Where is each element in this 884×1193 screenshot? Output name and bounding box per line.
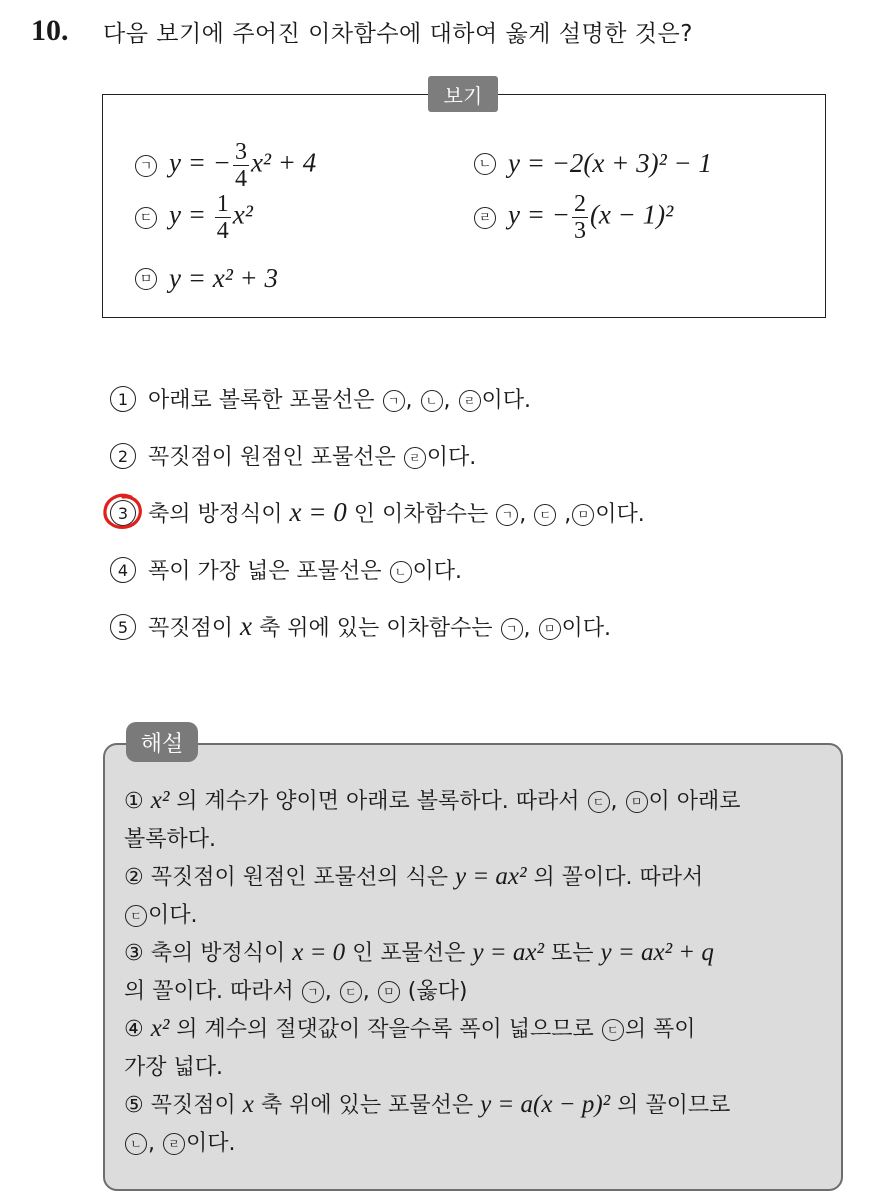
choice-math (290, 497, 347, 527)
sol-text: 볼록하다. (124, 827, 217, 852)
ref-mark: ㄷ (534, 504, 556, 526)
bogi-expression (169, 140, 316, 191)
math-expr: y = ax² + q (600, 939, 714, 966)
bogi-item-mieum (135, 263, 278, 294)
solution-tag: 해설 (126, 722, 198, 762)
choice-text (148, 554, 462, 585)
expr-lhs: y = − (169, 147, 231, 178)
expr-rest: x² (232, 199, 253, 230)
bogi-mark: ㄷ (135, 207, 157, 229)
choice-3[interactable] (110, 497, 645, 528)
sol-text: , (324, 979, 339, 1004)
sep: , (519, 502, 534, 527)
sep: , (523, 616, 538, 641)
bogi-mark: ㄱ (135, 155, 157, 177)
solution-line (124, 1088, 730, 1119)
math-expr: x = 0 (292, 939, 346, 966)
bogi-item-nieun (474, 148, 712, 179)
expr-lhs: y = (169, 199, 213, 230)
sol-text: 가장 넓다. (124, 1055, 223, 1080)
bogi-expression (169, 192, 253, 243)
sep: , (557, 502, 572, 527)
sol-math (292, 939, 345, 966)
choice-number: 5 (110, 614, 136, 640)
ref-mark: ㄹ (459, 390, 481, 412)
choice-4[interactable] (110, 554, 462, 585)
sol-text: ② 꼭짓점이 원점인 포물선의 식은 (124, 865, 455, 890)
choice-5[interactable] (110, 611, 611, 642)
expr-rest: (x − 1)² (589, 199, 674, 230)
sol-text: 의 꼴이다. 따라서 (124, 979, 301, 1004)
math-expr: x² (150, 787, 170, 814)
bogi-mark: ㅁ (135, 268, 157, 290)
solution-line (124, 1050, 223, 1081)
sol-math (601, 939, 714, 966)
sol-math (480, 1091, 610, 1118)
sep: , (405, 388, 420, 413)
sol-text: 인 포물선은 (345, 941, 473, 966)
fraction (215, 192, 231, 243)
choice-number: 3 (110, 500, 136, 526)
choice-text (148, 383, 531, 414)
sol-text: 의 폭이 (624, 1017, 696, 1042)
question-number: 10. (31, 14, 69, 47)
ref-mark: ㄱ (383, 390, 405, 412)
sol-text: 의 꼴이다. 따라서 (526, 865, 704, 890)
choice-mid: 인 이차함수는 (353, 502, 489, 527)
choice-text (148, 440, 476, 471)
sep: , (443, 388, 458, 413)
expr-full: y = x² + 3 (169, 263, 279, 293)
choice-post: 이다. (412, 559, 463, 584)
sol-text: 이다. (186, 1131, 236, 1156)
sol-text: 이 아래로 (648, 789, 741, 814)
choice-number: 4 (110, 557, 136, 583)
solution-line (124, 822, 216, 853)
sol-text: 의 계수가 양이면 아래로 볼록하다. 따라서 (169, 789, 587, 814)
ref-mark: ㄴ (125, 1133, 147, 1155)
sol-text: , (148, 1131, 162, 1156)
ref-mark: ㄹ (404, 447, 426, 469)
math-expr: x (242, 1091, 254, 1118)
solution-line (124, 1012, 696, 1043)
ref-mark: ㄷ (602, 1019, 624, 1041)
choice-number: 2 (110, 443, 136, 469)
sol-text: 의 꼴이므로 (610, 1093, 731, 1118)
sol-text: ③ 축의 방정식이 (124, 941, 293, 966)
sol-text: 또는 (544, 941, 601, 966)
solution-line (124, 1126, 236, 1157)
bogi-tag: 보기 (428, 76, 498, 112)
ref-mark: ㄱ (496, 504, 518, 526)
math-expr: y = a(x − p)² (480, 1091, 611, 1118)
math-expr: x = 0 (289, 497, 347, 527)
math-expr: x (240, 611, 252, 641)
sol-math (243, 1091, 254, 1118)
choice-post: 이다. (561, 616, 612, 641)
fraction (572, 192, 588, 243)
ref-mark: ㅁ (572, 504, 594, 526)
solution-line (124, 784, 741, 815)
choice-pre: 꼭짓점이 원점인 포물선은 (148, 445, 396, 470)
ref-mark: ㄷ (588, 791, 610, 813)
choice-1[interactable] (110, 383, 531, 414)
math-expr: x² (150, 1015, 170, 1042)
expr-lhs: y = − (508, 199, 570, 230)
choice-text (148, 497, 645, 528)
choice-post: 이다. (481, 388, 532, 413)
ref-mark: ㅁ (539, 618, 561, 640)
choice-number: 1 (110, 386, 136, 412)
ref-mark: ㄱ (501, 618, 523, 640)
frac-den: 4 (234, 166, 247, 192)
sol-math (472, 939, 544, 966)
sol-text: 의 계수의 절댓값이 작을수록 폭이 넓으므로 (169, 1017, 601, 1042)
choice-mid: 축 위에 있는 이차함수는 (259, 616, 493, 641)
choice-pre: 꼭짓점이 (148, 616, 234, 641)
sol-text: (옳다) (400, 979, 468, 1004)
choice-post: 이다. (595, 502, 645, 527)
frac-den: 4 (216, 218, 229, 244)
sol-text: 축 위에 있는 포물선은 (253, 1093, 481, 1118)
bogi-mark: ㄴ (474, 153, 496, 175)
choice-pre: 폭이 가장 넓은 포물선은 (148, 559, 382, 584)
math-expr: y = ax² (454, 863, 527, 890)
choice-pre: 축의 방정식이 (148, 502, 283, 527)
sol-text: ⑤ 꼭짓점이 (124, 1093, 243, 1118)
bogi-expression (169, 263, 278, 294)
bogi-item-rieul (474, 192, 673, 243)
expr-full: y = −2(x + 3)² − 1 (508, 148, 712, 178)
choice-text (148, 611, 611, 642)
frac-num: 2 (573, 191, 586, 217)
bogi-mark: ㄹ (474, 207, 496, 229)
sol-text: , (362, 979, 377, 1004)
choice-post: 이다. (426, 445, 477, 470)
choice-2[interactable] (110, 440, 476, 471)
frac-num: 1 (216, 191, 229, 217)
question-text: 다음 보기에 주어진 이차함수에 대하여 옳게 설명한 것은? (103, 21, 693, 47)
bogi-item-giyeok (135, 140, 316, 191)
sol-text: ① (124, 789, 151, 814)
sol-math (455, 863, 527, 890)
fraction (233, 140, 249, 191)
solution-line (124, 860, 703, 891)
bogi-expression (508, 192, 673, 243)
ref-mark: ㄹ (163, 1133, 185, 1155)
solution-line (124, 898, 198, 929)
ref-mark: ㅁ (378, 981, 400, 1003)
frac-num: 3 (234, 139, 247, 165)
sol-text: ④ (124, 1017, 151, 1042)
math-expr: y = ax² (472, 939, 544, 966)
ref-mark: ㅁ (626, 791, 648, 813)
choice-pre: 아래로 볼록한 포물선은 (148, 388, 375, 413)
expr-rest: x² + 4 (250, 147, 317, 178)
sol-text: , (610, 789, 625, 814)
ref-mark: ㄷ (340, 981, 362, 1003)
sol-text: 이다. (148, 903, 198, 928)
frac-den: 3 (573, 218, 586, 244)
solution-line (124, 974, 467, 1005)
ref-mark: ㄴ (390, 561, 412, 583)
ref-mark: ㄴ (421, 390, 443, 412)
red-circle-annotation (101, 491, 145, 531)
choice-math (240, 611, 252, 641)
sol-math (151, 1015, 170, 1042)
bogi-expression (508, 148, 712, 179)
sol-math (151, 787, 170, 814)
bogi-item-digeut (135, 192, 253, 243)
ref-mark: ㄷ (125, 905, 147, 927)
solution-line (124, 936, 714, 967)
ref-mark: ㄱ (302, 981, 324, 1003)
